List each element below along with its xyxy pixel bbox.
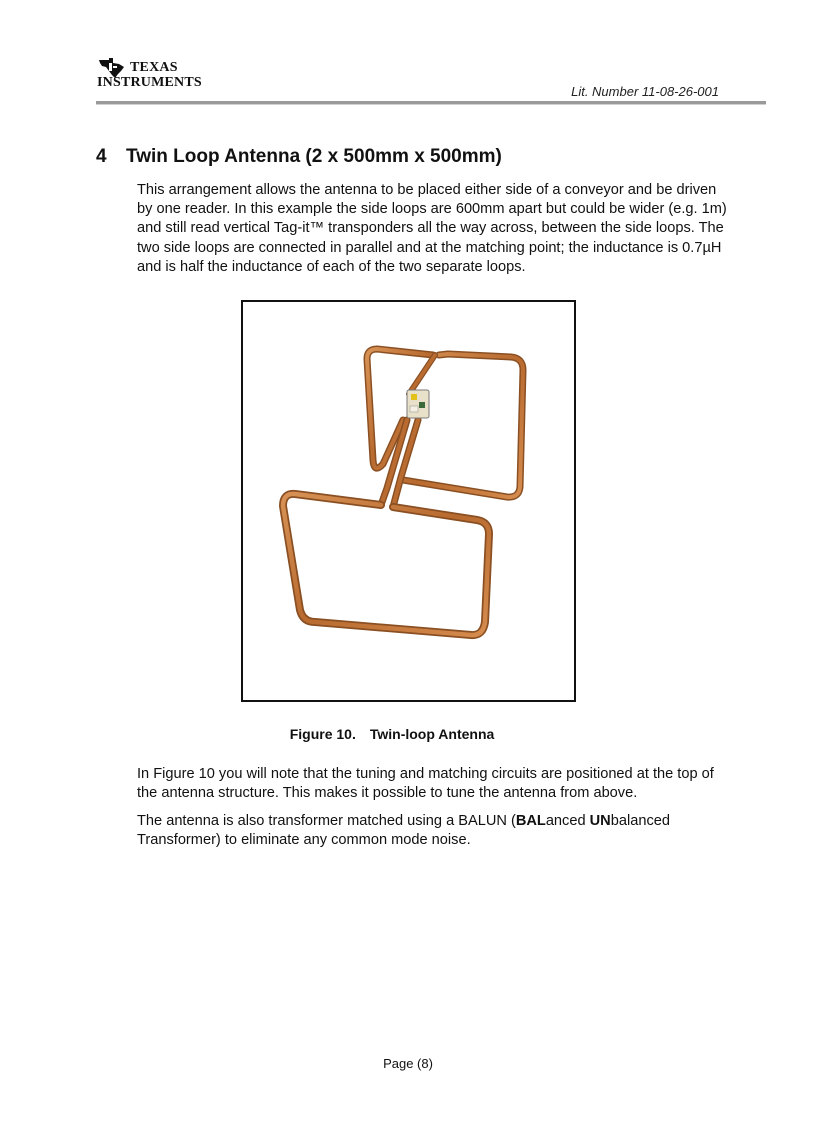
page-number: Page (8) [383,1056,433,1071]
section-title: Twin Loop Antenna (2 x 500mm x 500mm) [126,146,502,167]
paragraph-balun [137,812,729,850]
figure-title: Twin-loop Antenna [369,726,495,742]
balun-bold-bal: BAL [515,813,546,829]
balun-bold-un: UN [589,813,611,829]
logo-wordmark-instruments: INSTRUMENTS [97,75,202,90]
figure-label: Figure 10. [289,726,356,742]
lit-number: Lit. Number 11-08-26-001 [571,84,719,99]
ti-logo [97,57,227,97]
balun-text-3: balanced Transformer) to eliminate any common mode noise. [137,813,670,849]
paragraph-intro: This arrangement allows the antenna to be placed either side of a conveyor and be driven by one reader. In this example the side loops are 600mm apart but could be wider (e.g. 1m) and still read vertical Tag-it™ transponders all the way across, between the side loops. The two side loops are connected in parallel and at the matching point; the inductance is 0.7µH and is half the inductance of each of the two separate loops. [137,182,727,275]
logo-wordmark-texas: TEXAS [130,60,178,75]
section-heading [96,146,502,168]
paragraph-figure-note: In Figure 10 you will note that the tuning and matching circuits are positioned at the top of the antenna structure. This makes it possible to tune the antenna from above. [137,766,714,802]
twin-loop-antenna-photo [243,302,574,700]
figure-caption [0,726,784,742]
header-rule-shadow [96,104,766,105]
balun-text-2: anced [545,813,590,829]
balun-text-1: The antenna is also transformer matched using a BALUN ( [137,813,516,829]
section-number: 4 [96,146,107,167]
figure-photo-frame [241,300,576,702]
